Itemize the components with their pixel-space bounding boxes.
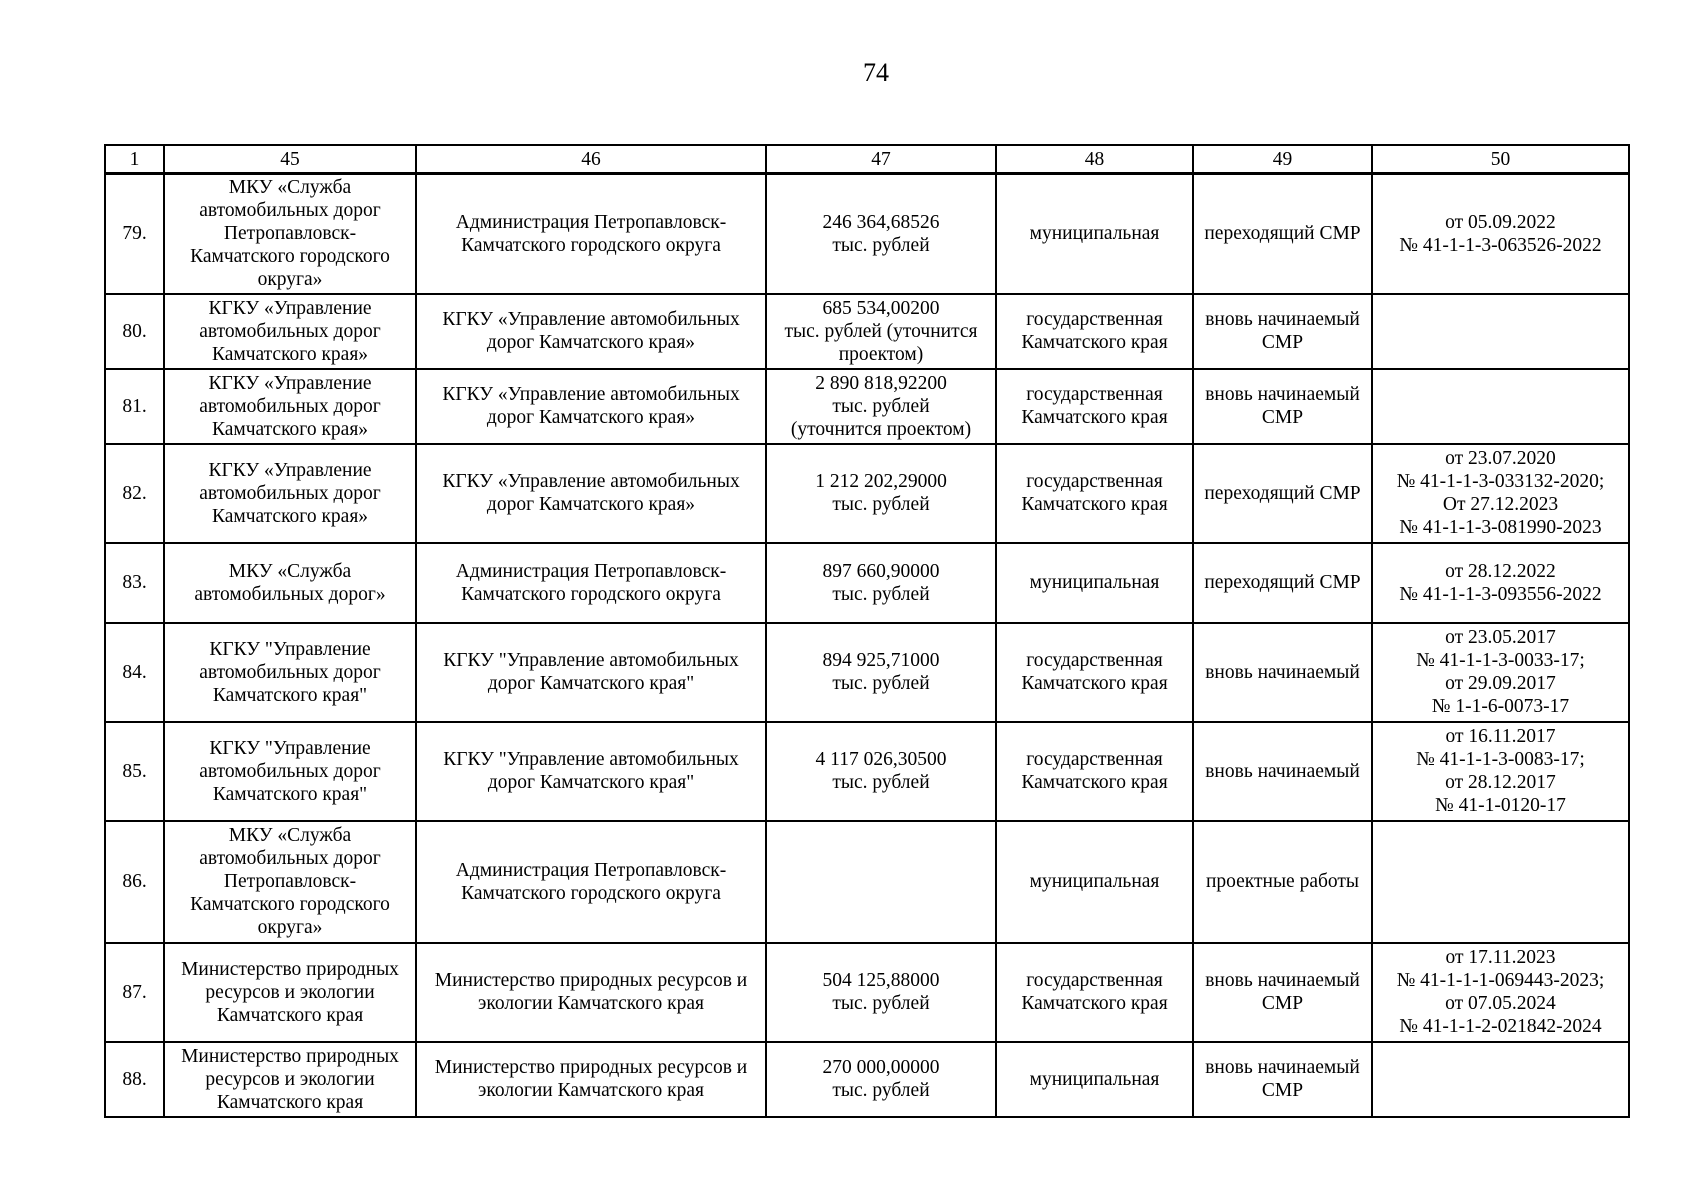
works-type-cell (1193, 623, 1372, 722)
works-type-cell (1193, 294, 1372, 369)
cell-text-line: вновь начинаемый (1205, 760, 1360, 782)
header-cell-col-46: 46 (416, 145, 766, 174)
cell-text-line: Камчатского края" (212, 783, 368, 805)
cell-text-line: СМР (1261, 1080, 1304, 1101)
works-type-cell (1193, 821, 1372, 943)
cell-text-line: дорог Камчатского края» (486, 332, 696, 353)
cell-text-line: государственная (1026, 384, 1163, 405)
cell-text-line: Камчатского края (1021, 993, 1168, 1014)
cell-text-line: КГКУ «Управление (208, 459, 372, 481)
cell-text-line: 685 534,00200 (822, 297, 940, 319)
cell-text-line: тыс. рублей (832, 395, 930, 417)
cell-text-line: от 28.12.2022 (1445, 560, 1556, 582)
cell-text-line: № 41-1-1-3-093556-2022 (1399, 583, 1602, 605)
table-row (105, 444, 1629, 543)
works-type-cell (1193, 444, 1372, 543)
ownership-type-cell (996, 174, 1193, 294)
cell-text-line: переходящий СМР (1204, 482, 1361, 504)
cost-cell (766, 1042, 996, 1117)
owner-cell (416, 174, 766, 294)
cell-text-line: ресурсов и экологии (205, 981, 375, 1003)
cell-text-line: 270 000,00000 (822, 1057, 940, 1078)
expertise-cell (1372, 623, 1629, 722)
customer-cell (164, 1042, 416, 1117)
row-number-cell: 85. (105, 722, 164, 821)
customer-cell (164, 543, 416, 623)
cell-text-line: СМР (1261, 993, 1304, 1014)
cell-text-line: автомобильных дорог (199, 661, 381, 683)
cell-text-line: автомобильных дорог (199, 760, 381, 782)
cell-text-line: Министерство природных ресурсов и (434, 1057, 748, 1078)
row-number-cell: 83. (105, 543, 164, 623)
customer-cell (164, 722, 416, 821)
cell-text-line: Камчатского городского округа (461, 234, 721, 256)
cell-text-line: Камчатского края (1021, 332, 1168, 353)
ownership-type-cell (996, 623, 1193, 722)
expertise-cell (1372, 543, 1629, 623)
cell-text-line: государственная (1026, 749, 1163, 770)
cell-text-line: КГКУ «Управление автомобильных (442, 309, 740, 330)
ownership-type-cell (996, 722, 1193, 821)
cell-text-line: КГКУ «Управление (208, 297, 372, 319)
cell-text-line: муниципальная (1029, 223, 1160, 245)
cell-text-line: СМР (1261, 407, 1304, 428)
header-cell-col-48: 48 (996, 145, 1193, 174)
cost-cell (766, 174, 996, 294)
cell-text-line: государственная (1026, 471, 1163, 492)
cost-cell (766, 294, 996, 369)
table-body (105, 174, 1629, 1117)
ownership-type-cell (996, 294, 1193, 369)
cell-text-line: 246 364,68526 (822, 211, 940, 233)
cell-text-line: 897 660,90000 (822, 560, 940, 582)
expertise-cell (1372, 722, 1629, 821)
table-row (105, 722, 1629, 821)
cell-text-line: переходящий СМР (1204, 572, 1361, 593)
cell-text-line: КГКУ «Управление автомобильных (442, 471, 740, 492)
cell-text-line: от 07.05.2024 (1445, 993, 1556, 1014)
cost-cell (766, 369, 996, 444)
cell-text-line: от 28.12.2017 (1445, 772, 1556, 793)
cell-text-line: от 05.09.2022 (1445, 211, 1556, 233)
cell-text-line: от 17.11.2023 (1445, 947, 1556, 968)
cost-cell (766, 444, 996, 543)
cell-text-line: от 23.05.2017 (1445, 627, 1556, 648)
cell-text-line: Петропавловск- (223, 223, 357, 245)
row-number-cell: 80. (105, 294, 164, 369)
row-number-cell: 88. (105, 1042, 164, 1117)
expertise-cell (1372, 444, 1629, 543)
cell-text-line: 2 890 818,92200 (815, 372, 947, 394)
customer-cell (164, 369, 416, 444)
header-cell-col-50: 50 (1372, 145, 1629, 174)
cell-text-line: автомобильных дорог (199, 482, 381, 504)
cell-text-line: муниципальная (1029, 871, 1160, 892)
registry-table (104, 144, 1630, 1118)
cost-cell (766, 623, 996, 722)
table-row (105, 369, 1629, 444)
table-row (105, 623, 1629, 722)
owner-cell (416, 623, 766, 722)
cell-text-line: переходящий СМР (1204, 223, 1361, 245)
cell-text-line: государственная (1026, 309, 1163, 330)
owner-cell (416, 943, 766, 1042)
cell-text-line: КГКУ «Управление автомобильных (442, 384, 740, 405)
cell-text-line: автомобильных дорог (199, 200, 381, 222)
cell-text-line: автомобильных дорог» (194, 583, 386, 605)
cell-text-line: МКУ «Служба (228, 177, 352, 199)
cell-text-line: автомобильных дорог (199, 320, 381, 342)
cell-text-line: проектные работы (1205, 871, 1360, 892)
cost-cell (766, 943, 996, 1042)
works-type-cell (1193, 543, 1372, 623)
cell-text-line: вновь начинаемый (1205, 1057, 1360, 1078)
cell-text-line: КГКУ «Управление (208, 372, 372, 394)
header-cell-col-49: 49 (1193, 145, 1372, 174)
cell-text-line: Министерство природных (181, 1045, 399, 1067)
cell-text-line: МКУ «Служба (228, 560, 352, 582)
cell-text-line: муниципальная (1029, 1068, 1160, 1090)
cell-text-line: № 41-1-0120-17 (1435, 795, 1566, 816)
ownership-type-cell (996, 444, 1193, 543)
cell-text-line: (уточнится проектом) (790, 418, 972, 440)
header-row (105, 145, 1629, 174)
cell-text-line: от 29.09.2017 (1445, 673, 1556, 694)
cell-text-line: тыс. рублей (832, 583, 930, 605)
customer-cell (164, 294, 416, 369)
expertise-cell (1372, 943, 1629, 1042)
owner-cell (416, 369, 766, 444)
table-row (105, 943, 1629, 1042)
cost-cell (766, 722, 996, 821)
row-number-cell: 79. (105, 174, 164, 294)
ownership-type-cell (996, 369, 1193, 444)
cell-text-line: Камчатского края» (211, 418, 369, 440)
works-type-cell (1193, 943, 1372, 1042)
cell-text-line: автомобильных дорог (199, 848, 381, 869)
cell-text-line: Петропавловск- (223, 871, 357, 892)
cell-text-line: № 41-1-1-3-0083-17; (1416, 749, 1585, 770)
cell-text-line: Камчатского края" (212, 684, 368, 706)
ownership-type-cell (996, 1042, 1193, 1117)
customer-cell (164, 821, 416, 943)
works-type-cell (1193, 1042, 1372, 1117)
owner-cell (416, 444, 766, 543)
cell-text-line: Камчатского городского (190, 246, 390, 268)
cell-text-line: 894 925,71000 (822, 650, 940, 671)
cell-text-line: Министерство природных (181, 958, 399, 980)
cell-text-line: Камчатского края (1021, 772, 1168, 793)
cell-text-line: округа» (257, 917, 323, 938)
ownership-type-cell (996, 943, 1193, 1042)
ownership-type-cell (996, 821, 1193, 943)
cell-text-line: государственная (1026, 650, 1163, 671)
works-type-cell (1193, 174, 1372, 294)
cell-text-line: дорог Камчатского края" (487, 673, 695, 694)
owner-cell (416, 821, 766, 943)
cell-text-line: дорог Камчатского края» (486, 494, 696, 515)
cell-text-line: Камчатского края» (211, 343, 369, 365)
row-number-cell: 87. (105, 943, 164, 1042)
table-row (105, 543, 1629, 623)
cell-text-line: КГКУ "Управление автомобильных (443, 650, 739, 671)
cell-text-line: дорог Камчатского края» (486, 407, 696, 428)
owner-cell (416, 543, 766, 623)
cell-text-line: тыс. рублей (832, 673, 930, 694)
cell-text-line: От 27.12.2023 (1442, 494, 1559, 515)
cost-cell (766, 543, 996, 623)
cell-text-line: экологии Камчатского края (478, 1080, 704, 1101)
cell-text-line: вновь начинаемый (1205, 309, 1360, 330)
header-cell-col-1: 1 (105, 145, 164, 174)
cell-text-line: 504 125,88000 (822, 970, 940, 991)
row-number-cell: 84. (105, 623, 164, 722)
cell-text-line: Администрация Петропавловск- (455, 211, 727, 233)
cell-text-line: № 1-1-6-0073-17 (1431, 696, 1570, 717)
owner-cell (416, 1042, 766, 1117)
cell-text-line: вновь начинаемый (1205, 384, 1360, 405)
cell-text-line: Камчатского городского округа (461, 882, 721, 904)
expertise-cell (1372, 1042, 1629, 1117)
customer-cell (164, 943, 416, 1042)
cell-text-line: тыс. рублей (832, 993, 930, 1014)
cell-text-line: КГКУ "Управление (209, 737, 371, 759)
row-number-cell: 86. (105, 821, 164, 943)
expertise-cell (1372, 369, 1629, 444)
cell-text-line: тыс. рублей (832, 1080, 930, 1101)
cell-text-line: № 41-1-1-3-081990-2023 (1399, 517, 1602, 538)
cell-text-line: № 41-1-1-3-0033-17; (1416, 650, 1585, 671)
cell-text-line: государственная (1026, 970, 1163, 991)
customer-cell (164, 174, 416, 294)
cost-cell (766, 821, 996, 943)
table-row (105, 1042, 1629, 1117)
customer-cell (164, 623, 416, 722)
cell-text-line: СМР (1261, 332, 1304, 353)
cell-text-line: 4 117 026,30500 (815, 749, 947, 770)
cell-text-line: КГКУ "Управление (209, 638, 371, 660)
cell-text-line: Камчатского края (216, 1091, 364, 1113)
table-row (105, 174, 1629, 294)
expertise-cell (1372, 294, 1629, 369)
works-type-cell (1193, 722, 1372, 821)
cell-text-line: от 23.07.2020 (1445, 448, 1556, 469)
owner-cell (416, 294, 766, 369)
cell-text-line: проектом) (838, 343, 924, 365)
cell-text-line: вновь начинаемый (1205, 970, 1360, 991)
cell-text-line: 1 212 202,29000 (815, 471, 947, 492)
cell-text-line: Камчатского края» (211, 505, 369, 527)
cell-text-line: Камчатского городского (190, 894, 390, 915)
cell-text-line: муниципальная (1029, 572, 1160, 593)
expertise-cell (1372, 174, 1629, 294)
cell-text-line: тыс. рублей (уточнится (784, 320, 978, 342)
cell-text-line: тыс. рублей (832, 234, 930, 256)
page-number: 74 (863, 58, 889, 87)
cell-text-line: автомобильных дорог (199, 395, 381, 417)
cell-text-line: Администрация Петропавловск- (455, 560, 727, 582)
cell-text-line: № 41-1-1-2-021842-2024 (1399, 1016, 1602, 1037)
cell-text-line: Камчатского края (1021, 494, 1168, 515)
cell-text-line: № 41-1-1-3-033132-2020; (1396, 471, 1605, 492)
cell-text-line: Администрация Петропавловск- (455, 859, 727, 881)
cell-text-line: тыс. рублей (832, 772, 930, 793)
row-number-cell: 82. (105, 444, 164, 543)
cell-text-line: Камчатского края (216, 1004, 364, 1026)
owner-cell (416, 722, 766, 821)
cell-text-line: округа» (257, 269, 323, 291)
cell-text-line: МКУ «Служба (228, 825, 352, 846)
cell-text-line: дорог Камчатского края" (487, 772, 695, 793)
expertise-cell (1372, 821, 1629, 943)
row-number-cell: 81. (105, 369, 164, 444)
table-row (105, 294, 1629, 369)
ownership-type-cell (996, 543, 1193, 623)
cell-text-line: тыс. рублей (832, 494, 930, 515)
works-type-cell (1193, 369, 1372, 444)
cell-text-line: Камчатского края (1021, 407, 1168, 428)
cell-text-line: вновь начинаемый (1205, 661, 1360, 683)
header-cell-col-47: 47 (766, 145, 996, 174)
table-row (105, 821, 1629, 943)
cell-text-line: Камчатского края (1021, 673, 1168, 694)
cell-text-line: экологии Камчатского края (478, 993, 704, 1014)
cell-text-line: Камчатского городского округа (461, 583, 721, 605)
cell-text-line: Министерство природных ресурсов и (434, 970, 748, 991)
customer-cell (164, 444, 416, 543)
cell-text-line: от 16.11.2017 (1445, 726, 1556, 747)
cell-text-line: КГКУ "Управление автомобильных (443, 749, 739, 770)
cell-text-line: № 41-1-1-1-069443-2023; (1396, 970, 1605, 991)
cell-text-line: № 41-1-1-3-063526-2022 (1399, 234, 1602, 256)
header-cell-col-45: 45 (164, 145, 416, 174)
cell-text-line: ресурсов и экологии (205, 1068, 375, 1090)
